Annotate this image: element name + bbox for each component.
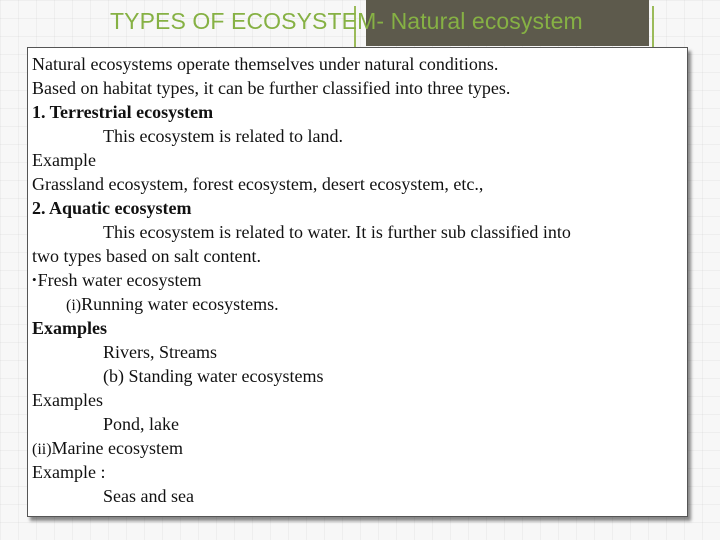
text-line: Grassland ecosystem, forest ecosystem, desert ecosystem, etc., (32, 174, 484, 194)
text-line: two types based on salt content. (32, 246, 261, 266)
section-heading-aquatic: 2. Aquatic ecosystem (32, 198, 192, 218)
text-line: Based on habitat types, it can be further classified into three types. (32, 78, 511, 98)
list-marker: (ii) (32, 441, 52, 458)
slide-title: TYPES OF ECOSYSTEM- Natural ecosystem (110, 8, 583, 34)
text-line: This ecosystem is related to land. (103, 126, 343, 146)
bullet-marker: • (32, 272, 37, 287)
text-line: (b) Standing water ecosystems (103, 366, 324, 386)
list-item (32, 437, 183, 461)
text-line: Example (32, 150, 96, 170)
list-text: Marine ecosystem (51, 438, 184, 458)
text-line: Rivers, Streams (103, 342, 217, 362)
text-line: Natural ecosystems operate themselves under natural conditions. (32, 54, 499, 74)
list-marker: (i) (66, 297, 82, 314)
bullet-item (32, 269, 202, 291)
text-line: Pond, lake (103, 414, 179, 434)
list-item (66, 293, 279, 317)
section-heading-terrestrial: 1. Terrestrial ecosystem (32, 102, 214, 122)
bullet-text: Fresh water ecosystem (37, 270, 202, 290)
text-line: Seas and sea (103, 486, 194, 506)
text-line: This ecosystem is related to water. It is further sub classified into (103, 222, 571, 242)
content-box (27, 47, 688, 517)
list-text: Running water ecosystems. (81, 294, 279, 314)
text-line: Example : (32, 462, 106, 482)
text-line: Examples (32, 390, 103, 410)
text-line: Examples (32, 318, 108, 338)
